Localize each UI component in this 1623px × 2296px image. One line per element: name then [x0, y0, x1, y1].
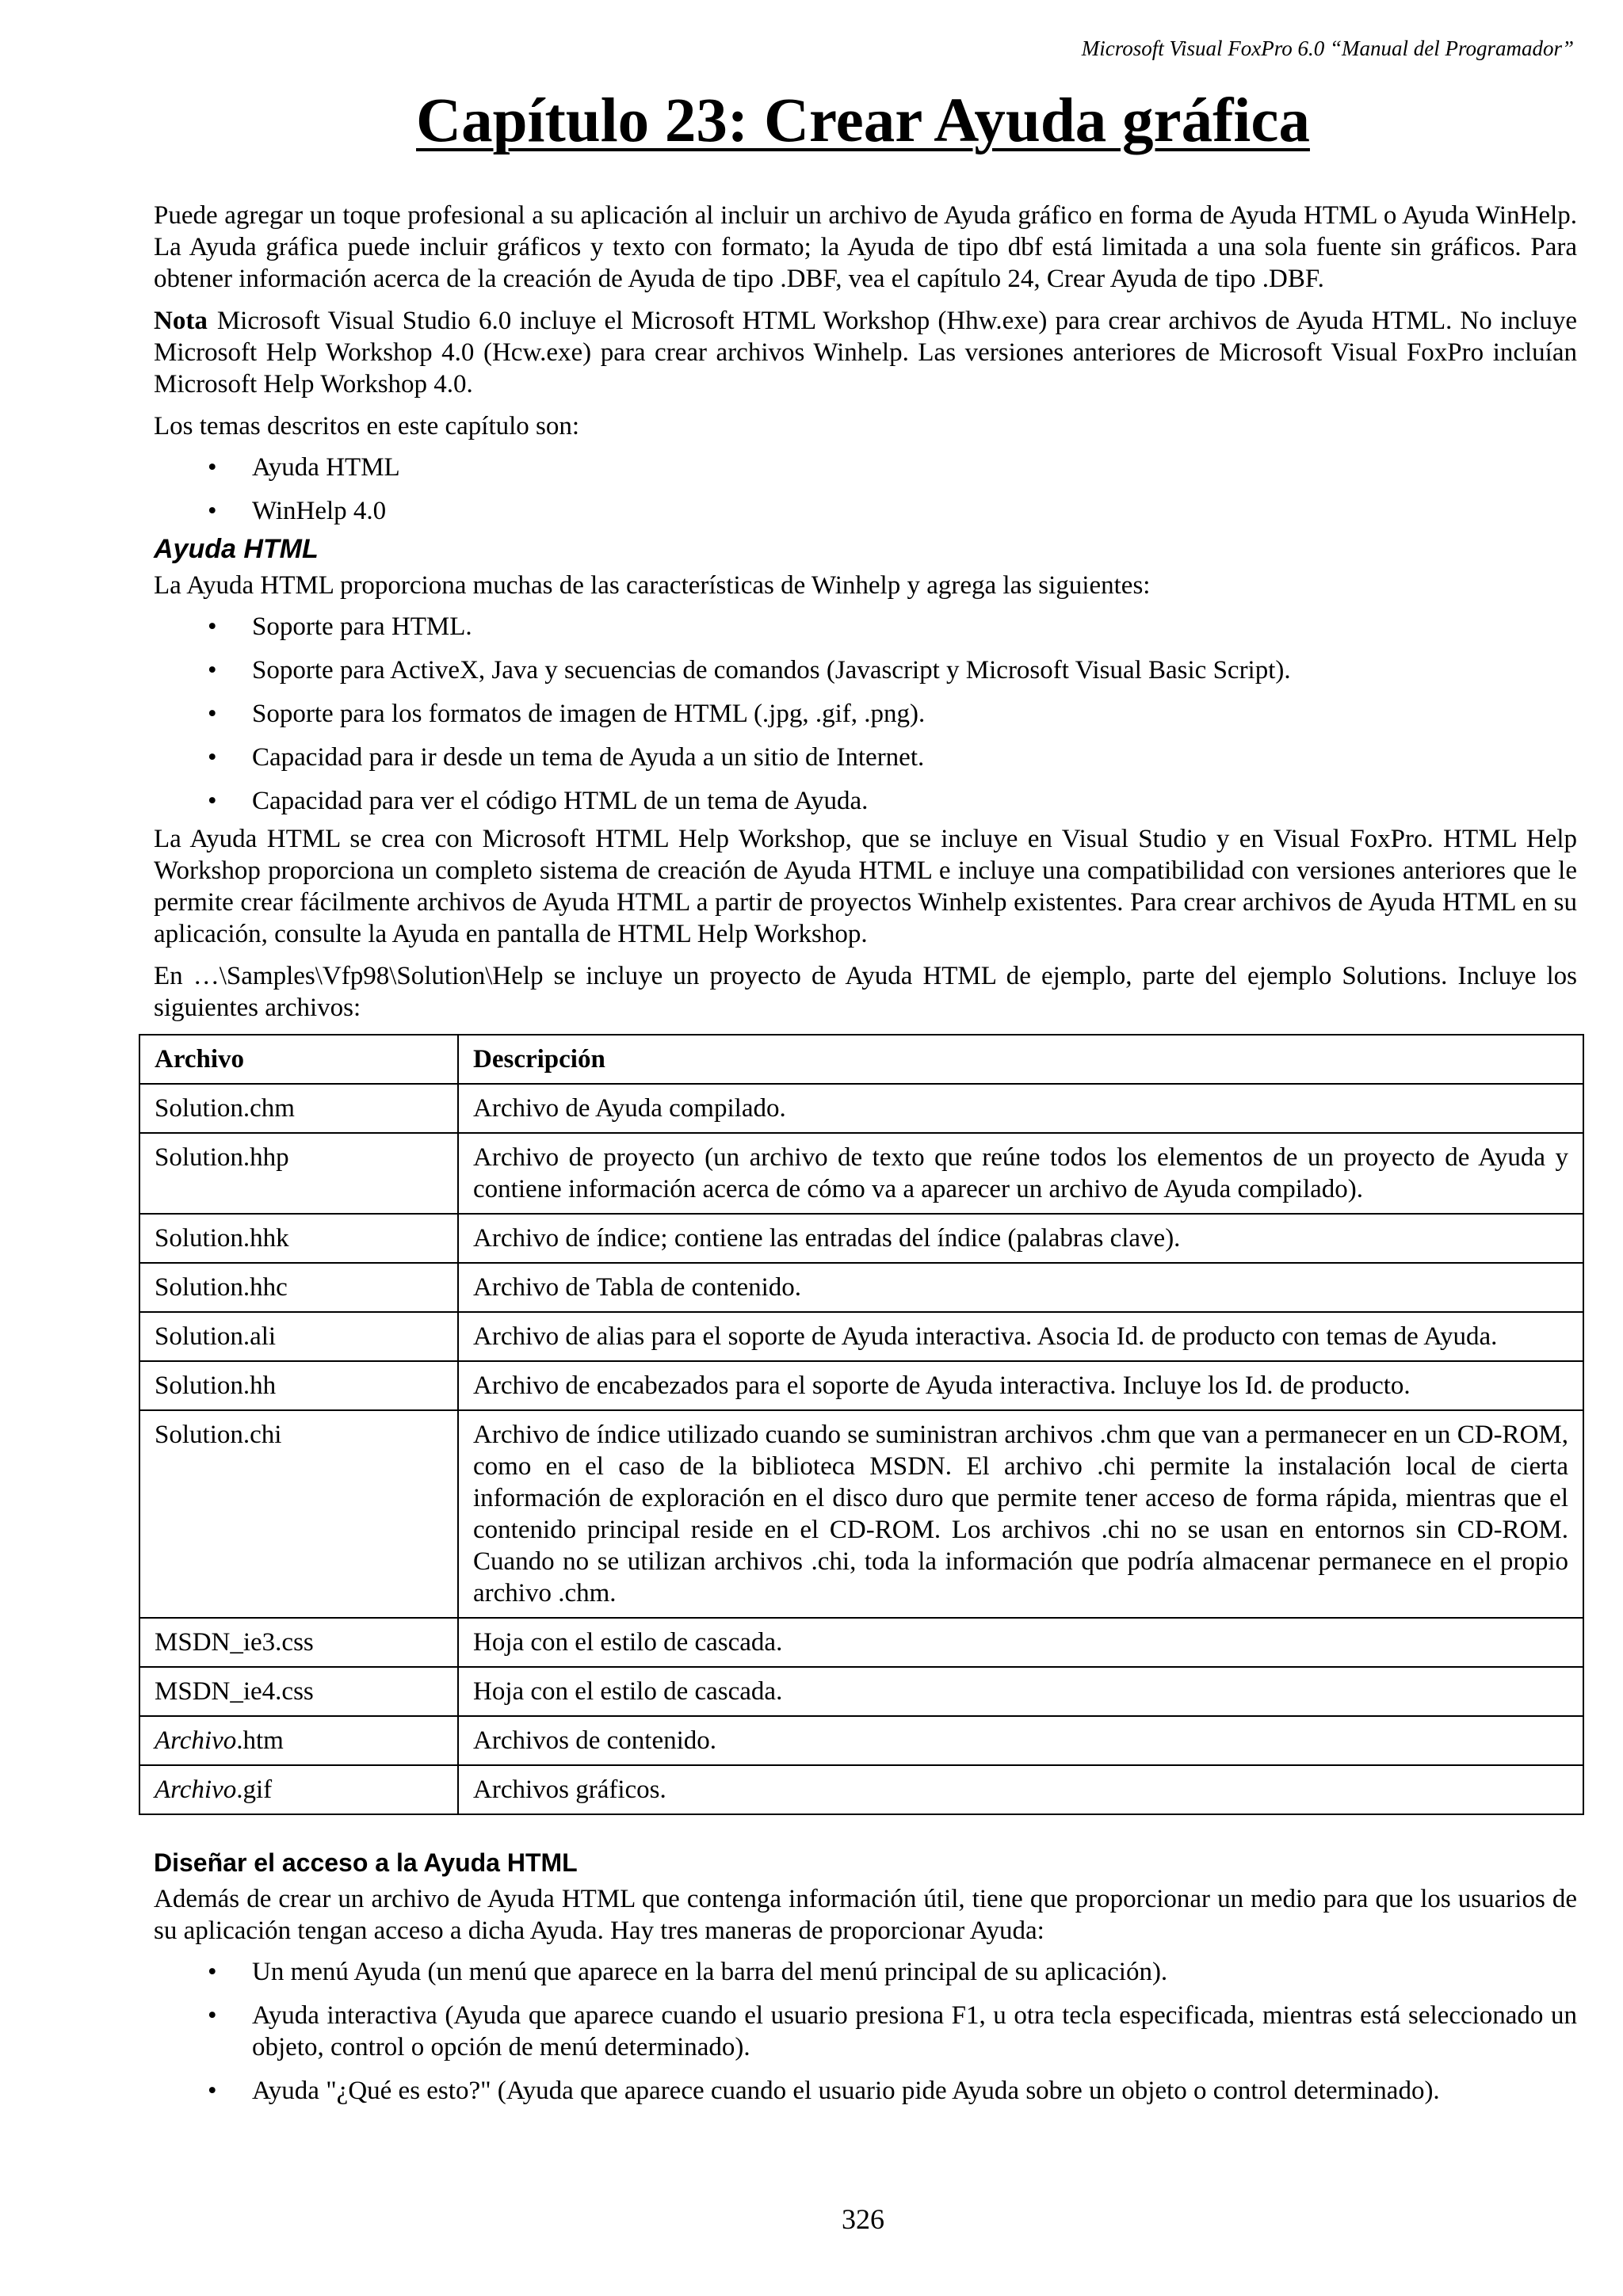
description-cell: Archivo de índice utilizado cuando se suministran archivos .chm que van a permanecer en un CD-ROM, como en el caso de la biblioteca MSDN. El archivo .chi permite la instalación local de cierta información de exploración en el disco duro que permite tener acceso de forma rápida, mientras que el contenido principal reside en el CD-ROM. Los archivos .chi no se usan en entornos sin CD-ROM. Cuando no se utilizan archivos .chi, toda la información que podría almacenar permanece en el propio archivo .chm.	[458, 1410, 1583, 1618]
file-name: Solution.hhk	[155, 1224, 289, 1253]
file-name: MSDN_ie4.css	[155, 1677, 314, 1706]
file-name-placeholder: Archivo	[155, 1726, 237, 1755]
page-number: 326	[842, 2203, 884, 2235]
file-name: Solution.chi	[155, 1421, 282, 1449]
file-cell	[139, 1716, 458, 1765]
subsection-heading-acceso: Diseñar el acceso a la Ayuda HTML	[154, 1848, 578, 1877]
file-name-placeholder: Archivo	[155, 1775, 237, 1804]
note-label: Nota	[154, 307, 208, 335]
file-name: Solution.ali	[155, 1322, 277, 1351]
list-item: • Capacidad para ver el código HTML de un tema de Ayuda.	[154, 785, 1577, 817]
table-row	[139, 1716, 1583, 1765]
file-name: Solution.chm	[155, 1094, 295, 1123]
files-table	[139, 1034, 1584, 1815]
topics-list	[154, 452, 1577, 527]
description-cell: Archivo de alias para el soporte de Ayuda interactiva. Asocia Id. de producto con temas de Ayuda.	[458, 1312, 1583, 1361]
description-cell: Archivo de Ayuda compilado.	[458, 1084, 1583, 1133]
table-row	[139, 1410, 1583, 1618]
running-header: Microsoft Visual FoxPro 6.0 “Manual del Programador”	[1081, 36, 1574, 60]
list-item: • WinHelp 4.0	[154, 495, 1577, 527]
table-row	[139, 1084, 1583, 1133]
list-item: • Soporte para HTML.	[154, 611, 1577, 643]
html-help-workshop-paragraph: La Ayuda HTML se crea con Microsoft HTML Help Workshop, que se incluye en Visual Studio y en Visual FoxPro. HTML Help Workshop proporciona un completo sistema de creación de Ayuda HTML e incluye una compatibilidad con versiones anteriores que le permite crear fácilmente archivos de Ayuda HTML a partir de proyectos Winhelp existentes. Para crear archivos de Ayuda HTML en su aplicación, consulte la Ayuda en pantalla de HTML Help Workshop.	[154, 825, 1577, 948]
file-cell	[139, 1084, 458, 1133]
access-paragraph: Además de crear un archivo de Ayuda HTML que contenga información útil, tiene que proporcionar un medio para que los usuarios de su aplicación tengan acceso a dicha Ayuda. Hay tres maneras de proporcionar Ayuda:	[154, 1885, 1577, 1945]
file-cell	[139, 1618, 458, 1667]
table-row	[139, 1618, 1583, 1667]
topics-lead: Los temas descritos en este capítulo son:	[154, 412, 580, 441]
file-cell	[139, 1214, 458, 1263]
list-item: • Soporte para ActiveX, Java y secuencias de comandos (Javascript y Microsoft Visual Basic Script).	[154, 654, 1577, 686]
description-cell: Archivo de proyecto (un archivo de texto que reúne todos los elementos de un proyecto de Ayuda y contiene información acerca de cómo va a aparecer un archivo de Ayuda compilado).	[458, 1133, 1583, 1214]
table-row	[139, 1765, 1583, 1814]
description-cell: Archivos gráficos.	[458, 1765, 1583, 1814]
file-name: Solution.hhc	[155, 1273, 288, 1302]
table-row	[139, 1263, 1583, 1312]
table-header-row	[139, 1035, 1583, 1084]
table-row	[139, 1133, 1583, 1214]
description-cell: Archivos de contenido.	[458, 1716, 1583, 1765]
chapter-title: Capítulo 23: Crear Ayuda gráfica	[416, 86, 1310, 155]
table-row	[139, 1312, 1583, 1361]
description-cell: Archivo de Tabla de contenido.	[458, 1263, 1583, 1312]
sample-project-paragraph: En …\Samples\Vfp98\Solution\Help se incluye un proyecto de Ayuda HTML de ejemplo, parte del ejemplo Solutions. Incluye los siguientes archivos:	[154, 962, 1577, 1022]
list-item: • Un menú Ayuda (un menú que aparece en la barra del menú principal de su aplicación).	[154, 1956, 1577, 1988]
file-cell	[139, 1410, 458, 1618]
access-methods-list	[154, 1956, 1577, 2107]
description-cell: Archivo de encabezados para el soporte de Ayuda interactiva. Incluye los Id. de producto.	[458, 1361, 1583, 1410]
file-cell	[139, 1263, 458, 1312]
list-item: • Capacidad para ir desde un tema de Ayuda a un sitio de Internet.	[154, 742, 1577, 773]
description-cell: Hoja con el estilo de cascada.	[458, 1618, 1583, 1667]
file-cell	[139, 1133, 458, 1214]
intro-paragraph: Puede agregar un toque profesional a su aplicación al incluir un archivo de Ayuda gráfico en forma de Ayuda HTML o Ayuda WinHelp. La Ayuda gráfica puede incluir gráficos y texto con formato; la Ayuda de tipo dbf está limitada a una sola fuente sin gráficos. Para obtener información acerca de la creación de Ayuda de tipo .DBF, vea el capítulo 24, Crear Ayuda de tipo .DBF.	[154, 201, 1577, 293]
file-cell	[139, 1312, 458, 1361]
description-cell: Archivo de índice; contiene las entradas del índice (palabras clave).	[458, 1214, 1583, 1263]
file-name: MSDN_ie3.css	[155, 1628, 314, 1657]
column-header-archivo: Archivo	[139, 1035, 458, 1084]
note-text: Microsoft Visual Studio 6.0 incluye el Microsoft HTML Workshop (Hhw.exe) para crear archivos de Ayuda HTML. No incluye Microsoft Help Workshop 4.0 (Hcw.exe) para crear archivos Winhelp. Las versiones anteriores de Microsoft Visual FoxPro incluían Microsoft Help Workshop 4.0.	[154, 307, 1577, 399]
column-header-descripcion: Descripción	[458, 1035, 1583, 1084]
description-cell: Hoja con el estilo de cascada.	[458, 1667, 1583, 1716]
html-help-lead: La Ayuda HTML proporciona muchas de las características de Winhelp y agrega las siguientes:	[154, 571, 1151, 600]
table-row	[139, 1361, 1583, 1410]
note-paragraph	[154, 305, 1577, 400]
file-cell	[139, 1361, 458, 1410]
list-item: • Soporte para los formatos de imagen de HTML (.jpg, .gif, .png).	[154, 698, 1577, 730]
file-name: Solution.hhp	[155, 1143, 289, 1172]
list-item: • Ayuda "¿Qué es esto?" (Ayuda que aparece cuando el usuario pide Ayuda sobre un objeto o control determinado).	[154, 2075, 1577, 2107]
list-item: • Ayuda HTML	[154, 452, 1577, 483]
document-body	[154, 200, 1577, 2119]
file-extension: .htm	[236, 1726, 284, 1755]
features-list	[154, 611, 1577, 817]
file-extension: .gif	[236, 1775, 273, 1804]
section-heading-ayuda-html: Ayuda HTML	[154, 534, 319, 564]
file-cell	[139, 1765, 458, 1814]
file-cell	[139, 1667, 458, 1716]
file-name: Solution.hh	[155, 1371, 277, 1400]
table-row	[139, 1667, 1583, 1716]
table-row	[139, 1214, 1583, 1263]
list-item: • Ayuda interactiva (Ayuda que aparece cuando el usuario presiona F1, u otra tecla especificada, mientras está seleccionado un objeto, control o opción de menú determinado).	[154, 2000, 1577, 2063]
